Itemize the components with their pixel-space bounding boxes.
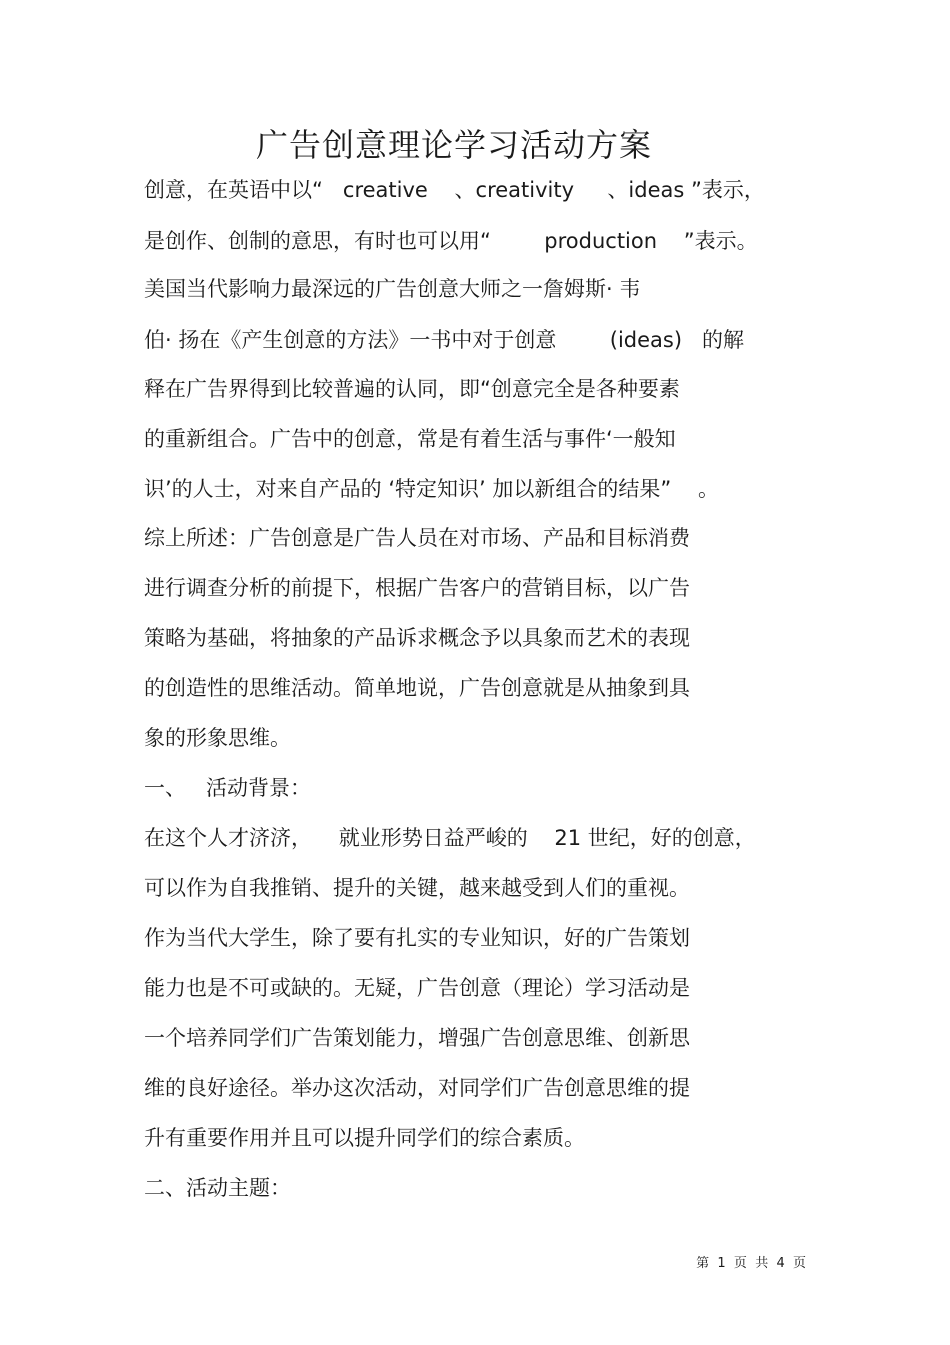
paragraph-line: 维的良好途径。举办这次活动，对同学们广告创意思维的提: [144, 1076, 690, 1100]
paragraph-line: 在这个人才济济， 就业形势日益严峻的 21 世纪，好的创意，: [144, 826, 756, 850]
paragraph-line: 综上所述：广告创意是广告人员在对市场、产品和目标消费: [144, 526, 690, 550]
section-heading: 一、 活动背景：: [144, 776, 312, 800]
paragraph-line: 进行调查分析的前提下，根据广告客户的营销目标，以广告: [144, 576, 690, 600]
paragraph-line: 释在广告界得到比较普遍的认同，即“创意完全是各种要素: [144, 377, 680, 401]
paragraph-line: 的创造性的思维活动。简单地说，广告创意就是从抽象到具: [144, 676, 690, 700]
paragraph-line: 的重新组合。广告中的创意，常是有着生活与事件‘一般知: [144, 427, 676, 451]
section-heading: 二、活动主题：: [144, 1176, 291, 1200]
paragraph-line: 可以作为自我推销、提升的关键，越来越受到人们的重视。: [144, 876, 690, 900]
paragraph-line: 美国当代影响力最深远的广告创意大师之一詹姆斯· 韦: [144, 277, 641, 301]
paragraph-line: 一个培养同学们广告策划能力，增强广告创意思维、创新思: [144, 1026, 690, 1050]
paragraph-line: 识’的人士，对来自产品的 ‘特定知识’ 加以新组合的结果” 。: [144, 477, 719, 501]
document-title: 广告创意理论学习活动方案: [255, 126, 652, 164]
paragraph-line: 创意，在英语中以“ creative 、creativity 、ideas ”表示，: [144, 178, 765, 202]
paragraph-line: 升有重要作用并且可以提升同学们的综合素质。: [144, 1126, 585, 1150]
paragraph-line: 策略为基础，将抽象的产品诉求概念予以具象而艺术的表现: [144, 626, 690, 650]
paragraph-line: 伯· 扬在《产生创意的方法》一书中对于创意 (ideas) 的解: [144, 328, 745, 352]
page-number-footer: 第 1 页 共 4 页: [696, 1256, 806, 1271]
paragraph-line: 是创作、创制的意思，有时也可以用“ production ”表示。: [144, 229, 758, 253]
paragraph-line: 能力也是不可或缺的。无疑，广告创意（理论）学习活动是: [144, 976, 690, 1000]
paragraph-line: 作为当代大学生，除了要有扎实的专业知识，好的广告策划: [144, 926, 690, 950]
paragraph-line: 象的形象思维。: [144, 726, 291, 750]
